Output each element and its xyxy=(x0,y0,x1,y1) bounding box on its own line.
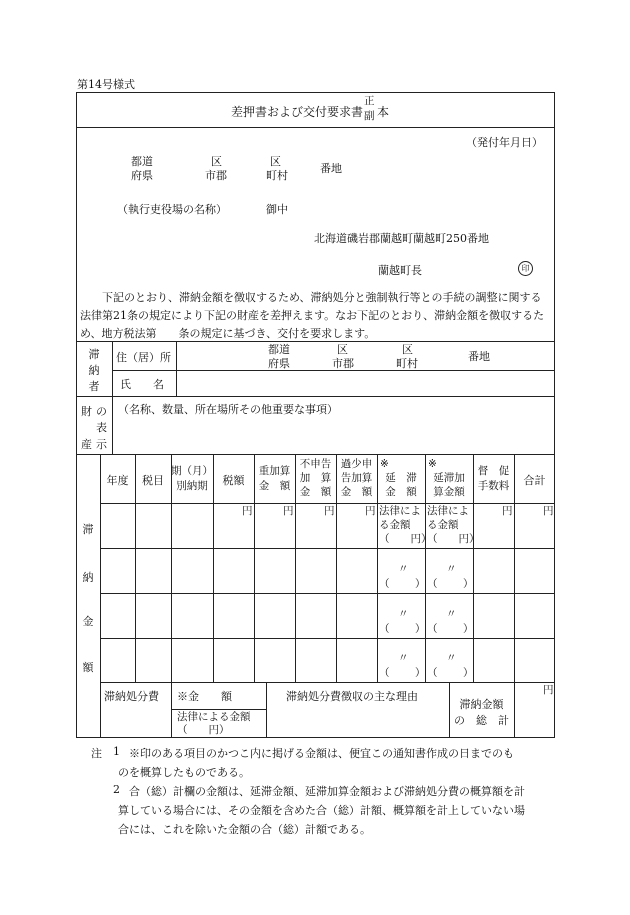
late-add-paren-yen: （ 円） xyxy=(427,533,480,545)
col-year: 年度 xyxy=(106,474,129,487)
delinquent-label-3: 者 xyxy=(88,380,100,393)
amount-label-4: 額 xyxy=(82,661,94,674)
col-tax-amount: 税額 xyxy=(222,474,245,487)
addr-banchi: 番地 xyxy=(320,162,342,175)
office-name-label: （執行吏役場の名称） xyxy=(117,203,227,216)
onchu: 御中 xyxy=(266,203,288,216)
grand-total-label-2: の 総 計 xyxy=(454,714,509,727)
addr-chouson: 町村 xyxy=(266,169,288,182)
property-label-1: 財 xyxy=(81,405,92,418)
row-addr-chouson: 町村 xyxy=(396,357,418,370)
paren-close-late-add-r4: ） xyxy=(463,667,474,679)
seal-mark: 印 xyxy=(518,261,533,276)
col-fee-2: 手数料 xyxy=(477,480,510,492)
notes-heading: 注 xyxy=(91,747,102,760)
paren-close-late-r4: ） xyxy=(415,667,426,679)
ditto-late-add-r3: 〃 xyxy=(446,608,457,620)
ditto-late-r4: 〃 xyxy=(398,652,409,664)
late-legal-2: る金額 xyxy=(379,519,411,531)
yen-tax: 円 xyxy=(242,505,253,517)
paren-close-late-add-r3: ） xyxy=(463,623,474,635)
paren-open-late-r4: （ xyxy=(379,667,390,679)
col-late-2: 金 額 xyxy=(385,486,417,498)
paren-close-late-add-r2: ） xyxy=(463,578,474,590)
yen-fee: 円 xyxy=(502,505,513,517)
col-period-1: 期（月） xyxy=(171,465,213,477)
disposition-fee-label: 滞納処分費 xyxy=(104,690,159,703)
ditto-late-add-r4: 〃 xyxy=(446,652,457,664)
ditto-late-r3: 〃 xyxy=(398,608,409,620)
issue-date: （発付年月日） xyxy=(466,136,543,149)
property-label-3: 表 xyxy=(96,421,107,434)
body-text: 下記のとおり、滞納金額を徴収するため、滞納処分と強制執行等との手続の調整に関する法律第21条の規定により下記の財産を差押えます。なお下記のとおり、滞納金額を徴収するため、地方税法第 条の規定に基づき、交付を要求します。 xyxy=(80,291,545,340)
yen-total: 円 xyxy=(543,505,554,517)
late-legal-1: 法律によ xyxy=(379,505,421,517)
col-heavy-1: 重加算 xyxy=(258,465,291,477)
legal-amount-label: 法律による金額 xyxy=(177,711,251,723)
yen-nonreport: 円 xyxy=(324,505,335,517)
legal-amount-paren-yen: （ 円） xyxy=(177,724,230,736)
yen-heavy: 円 xyxy=(283,505,294,517)
yen-underreport: 円 xyxy=(365,505,376,517)
sender-title: 蘭越町長 xyxy=(378,264,422,277)
col-late-1: 延 滞 xyxy=(385,472,417,484)
grand-total-yen: 円 xyxy=(543,684,554,696)
form-title: 差押書および交付要求書 xyxy=(231,105,364,119)
fee-reason-label: 滞納処分費徴収の主な理由 xyxy=(286,690,418,703)
grand-total-label-1: 滞納金額 xyxy=(459,698,504,711)
col-nonreport-2: 加 算 xyxy=(299,472,332,484)
property-label-2: の xyxy=(96,405,107,418)
amount-label-3: 金 xyxy=(82,615,94,628)
property-label-5: 示 xyxy=(96,438,107,451)
row-addr-shigun: 市郡 xyxy=(332,357,354,370)
addr-ku: 区 xyxy=(211,155,222,168)
ditto-late-r2: 〃 xyxy=(398,563,409,575)
note-2-line-3: 合には、これを除いた金額の合（総）計額である。 xyxy=(118,823,371,836)
col-late-add-1: 延滞加 xyxy=(433,472,465,484)
note-2-line-2: 算している場合には、その金額を含めた合（総）計額、概算額を計上していない場 xyxy=(118,804,525,817)
paren-open-late-r3: （ xyxy=(379,623,390,635)
name-label: 氏 名 xyxy=(120,378,164,391)
title-sei: 正 xyxy=(364,95,375,107)
title-hon: 本 xyxy=(377,105,390,119)
row-addr-todo: 都道 xyxy=(268,343,290,356)
col-underreport-2: 告加算 xyxy=(340,472,373,484)
note-2-line-1: 合（総）計欄の金額は、延滞金額、延滞加算金額および滞納処分費の概算額を計 xyxy=(129,785,525,798)
row-addr-ku: 区 xyxy=(337,343,348,356)
col-period-2: 別納期 xyxy=(176,480,208,492)
delinquent-label-1: 滞 xyxy=(88,348,100,361)
amount-label-2: 納 xyxy=(82,571,94,584)
estimated-amount-label: ※金 額 xyxy=(177,690,232,703)
col-nonreport-3: 金 額 xyxy=(299,486,332,498)
row-addr-ku2: 区 xyxy=(402,343,413,356)
col-underreport-3: 金 額 xyxy=(340,486,373,498)
ditto-late-add-r2: 〃 xyxy=(446,563,457,575)
address-label: 住（居）所 xyxy=(116,351,171,364)
property-note: （名称、数量、所在場所その他重要な事項） xyxy=(118,403,338,416)
col-late-add-mark: ※ xyxy=(428,458,437,470)
paren-close-late-r2: ） xyxy=(415,578,426,590)
addr-fuken: 府県 xyxy=(131,169,153,182)
note-1-number: 1 xyxy=(113,745,120,758)
col-nonreport-1: 不申告 xyxy=(299,458,332,470)
col-tax-item: 税目 xyxy=(142,474,164,487)
col-total: 合計 xyxy=(523,474,546,487)
note-1-line-2: のを概算したものである。 xyxy=(118,766,250,779)
late-add-legal-2: る金額 xyxy=(427,519,459,531)
col-underreport-1: 過少申 xyxy=(340,458,373,470)
amount-label-1: 滞 xyxy=(82,523,94,536)
col-heavy-2: 金 額 xyxy=(258,480,291,492)
paren-close-late-r3: ） xyxy=(415,623,426,635)
note-1-line-1: ※印のある項目のかつこ内に掲げる金額は、便宜この通知書作成の日までのも xyxy=(129,747,514,760)
paren-open-late-r2: （ xyxy=(379,578,390,590)
title-fuku: 副 xyxy=(364,110,375,122)
row-addr-banchi: 番地 xyxy=(468,350,490,363)
col-late-add-2: 算金額 xyxy=(433,486,465,498)
paren-open-late-add-r4: （ xyxy=(427,667,438,679)
col-late-mark: ※ xyxy=(380,458,389,470)
paren-open-late-add-r2: （ xyxy=(427,578,438,590)
col-fee-1: 督 促 xyxy=(477,465,510,477)
property-label-4: 産 xyxy=(81,438,92,451)
delinquent-label-2: 納 xyxy=(88,364,100,377)
addr-ku2: 区 xyxy=(270,155,281,168)
sender-address: 北海道磯岩郡蘭越町蘭越町250番地 xyxy=(314,232,489,245)
addr-todo: 都道 xyxy=(131,155,153,168)
row-addr-fuken: 府県 xyxy=(268,357,290,370)
form-number: 第14号様式 xyxy=(77,78,135,91)
late-paren-yen: （ 円） xyxy=(379,533,432,545)
paren-open-late-add-r3: （ xyxy=(427,623,438,635)
note-2-number: 2 xyxy=(113,783,120,796)
late-add-legal-1: 法律によ xyxy=(427,505,469,517)
addr-shigun: 市郡 xyxy=(205,169,227,182)
